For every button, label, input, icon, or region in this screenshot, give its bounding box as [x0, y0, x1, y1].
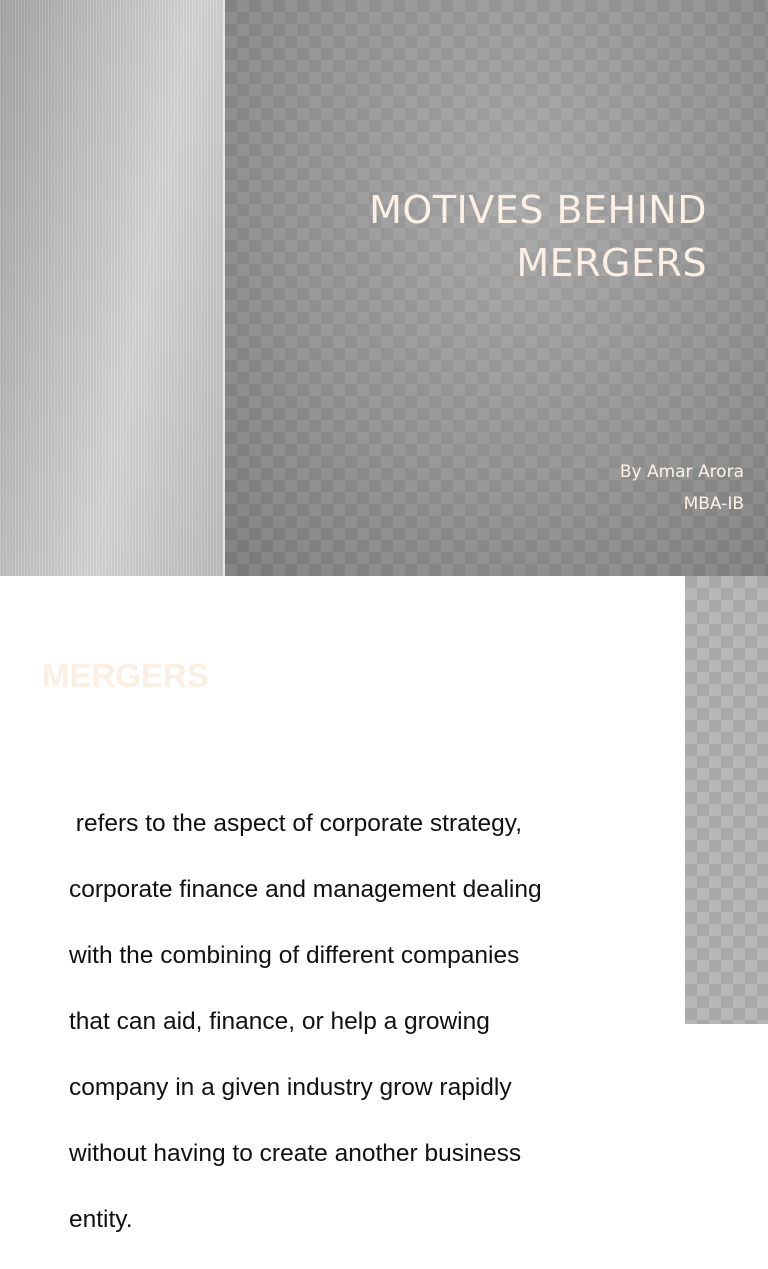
slide-subtitle: [444, 456, 744, 520]
right-pattern-strip: [685, 576, 768, 1024]
program-name: MBA-IB: [683, 494, 744, 514]
body-line: corporate finance and management dealing: [69, 876, 542, 903]
body-line: with the combining of different companies: [69, 942, 520, 969]
slide-title: [287, 184, 707, 290]
left-gradient-panel: [0, 0, 223, 576]
body-line: refers to the aspect of corporate strategy,: [69, 810, 523, 837]
slide-body-text: [69, 774, 629, 1269]
slide-heading: MERGERS: [42, 657, 209, 694]
content-slide: [0, 576, 768, 1233]
slide-title-line-2: MERGERS: [516, 241, 707, 285]
body-line: company in a given industry grow rapidly: [69, 1074, 512, 1101]
title-slide: [0, 0, 768, 576]
body-line: that can aid, finance, or help a growing: [69, 1008, 490, 1035]
slide-title-line-1: MOTIVES BEHIND: [369, 188, 707, 232]
author-name: By Amar Arora: [619, 462, 744, 482]
body-line: without having to create another business: [69, 1140, 522, 1167]
body-line: entity.: [69, 1206, 133, 1233]
